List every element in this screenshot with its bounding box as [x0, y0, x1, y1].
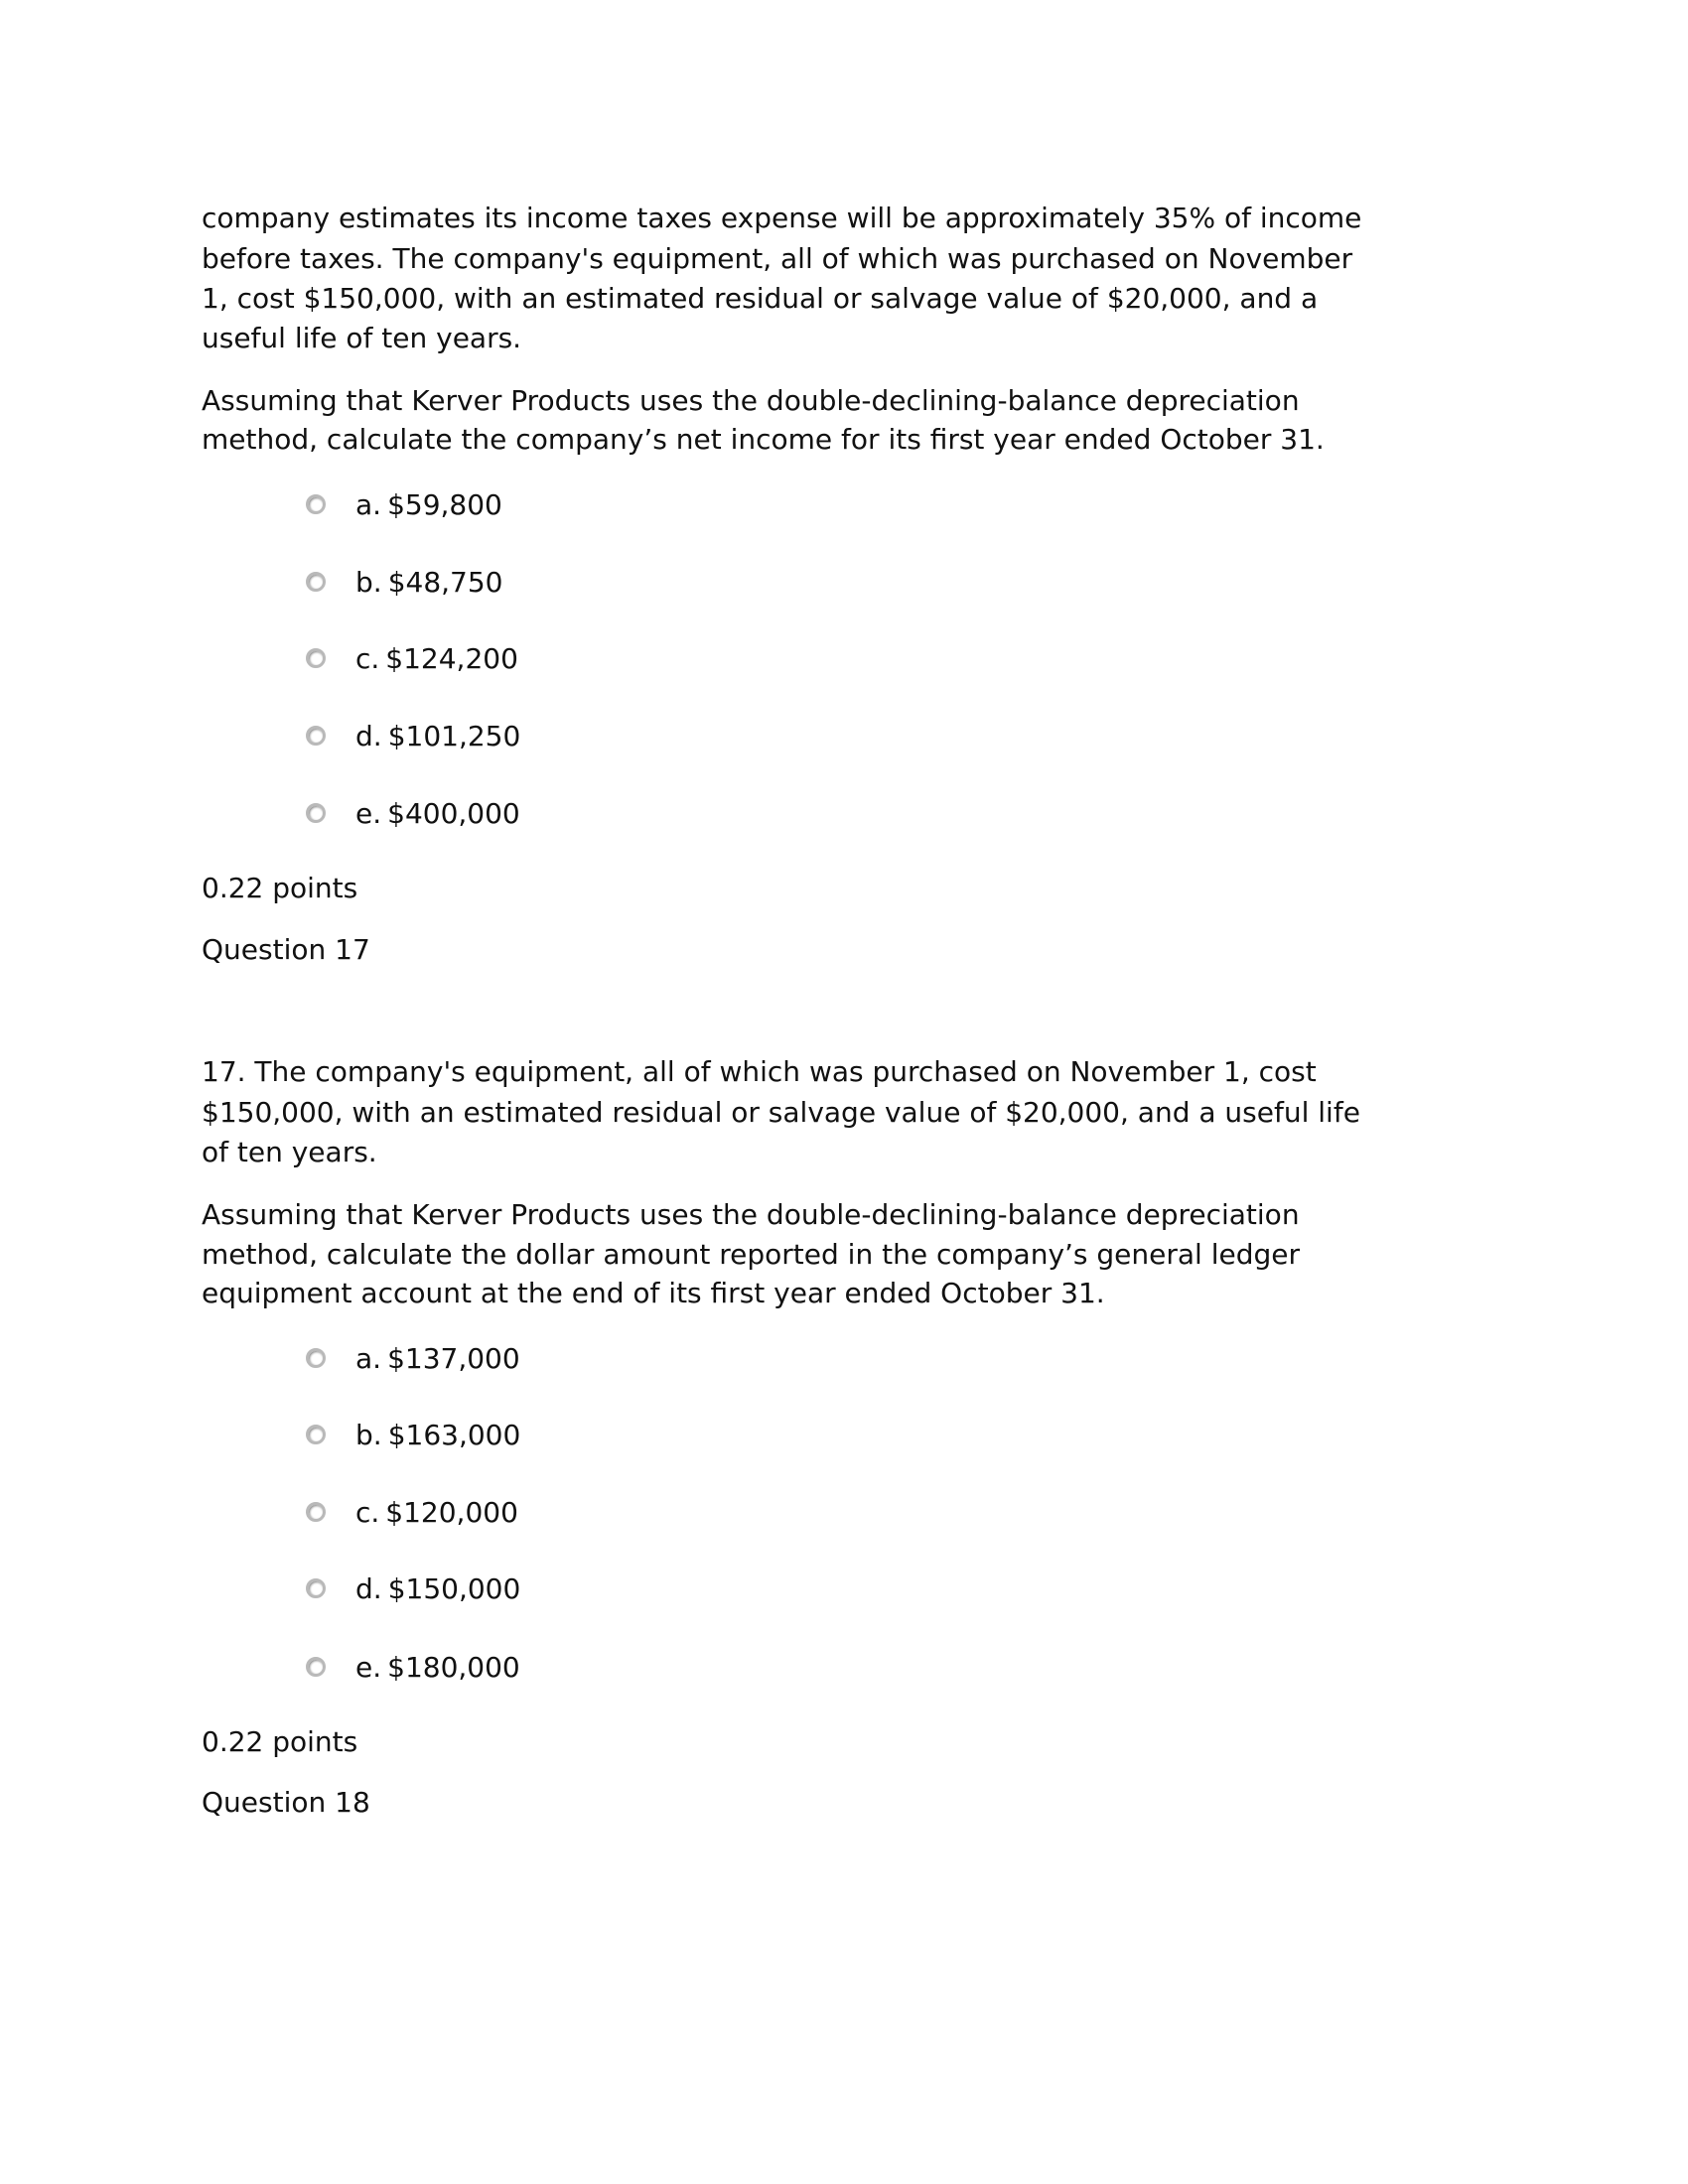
answer-option-d[interactable] — [306, 716, 520, 755]
option-value: $400,000 — [387, 796, 520, 830]
question-prompt: method, calculate the company’s net income for its first year ended October 31. — [202, 423, 1325, 456]
answer-option-e[interactable] — [306, 1647, 520, 1687]
option-letter: b. — [355, 565, 382, 599]
option-letter: c. — [355, 641, 380, 675]
question-text: of ten years. — [202, 1136, 377, 1168]
option-letter: e. — [355, 796, 382, 830]
answer-option-a[interactable] — [306, 484, 502, 524]
answer-option-b[interactable] — [306, 562, 502, 602]
radio-button-icon[interactable] — [306, 726, 326, 746]
answer-option-a[interactable] — [306, 1338, 520, 1378]
question-prompt: Assuming that Kerver Products uses the double-declining-balance depreciation — [202, 384, 1300, 417]
answer-option-c[interactable] — [306, 638, 518, 678]
question-prompt: method, calculate the dollar amount reported in the company’s general ledger — [202, 1238, 1301, 1271]
radio-button-icon[interactable] — [306, 572, 326, 592]
radio-button-icon[interactable] — [306, 1502, 326, 1522]
option-letter: d. — [355, 1571, 382, 1605]
question-number-label: Question 18 — [202, 1786, 370, 1819]
question-prompt: Assuming that Kerver Products uses the double-declining-balance depreciation — [202, 1198, 1300, 1231]
question-text: 17. The company's equipment, all of which was purchased on November 1, cost — [202, 1055, 1317, 1088]
radio-button-icon[interactable] — [306, 1657, 326, 1677]
question-text: $150,000, with an estimated residual or salvage value of $20,000, and a useful life — [202, 1096, 1360, 1129]
answer-option-e[interactable] — [306, 793, 520, 833]
question-text: before taxes. The company's equipment, all of which was purchased on November — [202, 242, 1353, 275]
option-value: $163,000 — [387, 1418, 521, 1451]
option-value: $124,200 — [385, 641, 518, 675]
option-value: $59,800 — [387, 487, 502, 521]
question-text: company estimates its income taxes expense will be approximately 35% of income — [202, 202, 1362, 234]
radio-button-icon[interactable] — [306, 648, 326, 668]
question-text: useful life of ten years. — [202, 322, 522, 354]
option-value: $48,750 — [387, 565, 503, 599]
option-letter: e. — [355, 1650, 382, 1684]
answer-option-d[interactable] — [306, 1569, 520, 1608]
question-text: 1, cost $150,000, with an estimated residual or salvage value of $20,000, and a — [202, 282, 1319, 315]
question-prompt: equipment account at the end of its first year ended October 31. — [202, 1277, 1105, 1309]
option-value: $101,250 — [387, 719, 521, 752]
points-label: 0.22 points — [202, 1725, 358, 1758]
option-letter: a. — [355, 1341, 382, 1375]
option-letter: a. — [355, 487, 382, 521]
option-letter: d. — [355, 719, 382, 752]
radio-button-icon[interactable] — [306, 494, 326, 514]
option-value: $180,000 — [387, 1650, 520, 1684]
radio-button-icon[interactable] — [306, 1425, 326, 1444]
radio-button-icon[interactable] — [306, 1348, 326, 1368]
option-value: $150,000 — [387, 1571, 521, 1605]
radio-button-icon[interactable] — [306, 803, 326, 823]
option-value: $120,000 — [385, 1495, 518, 1529]
points-label: 0.22 points — [202, 872, 358, 904]
radio-button-icon[interactable] — [306, 1578, 326, 1598]
option-value: $137,000 — [387, 1341, 520, 1375]
option-letter: b. — [355, 1418, 382, 1451]
answer-option-b[interactable] — [306, 1415, 520, 1454]
answer-option-c[interactable] — [306, 1492, 518, 1532]
question-number-label: Question 17 — [202, 933, 370, 966]
option-letter: c. — [355, 1495, 380, 1529]
